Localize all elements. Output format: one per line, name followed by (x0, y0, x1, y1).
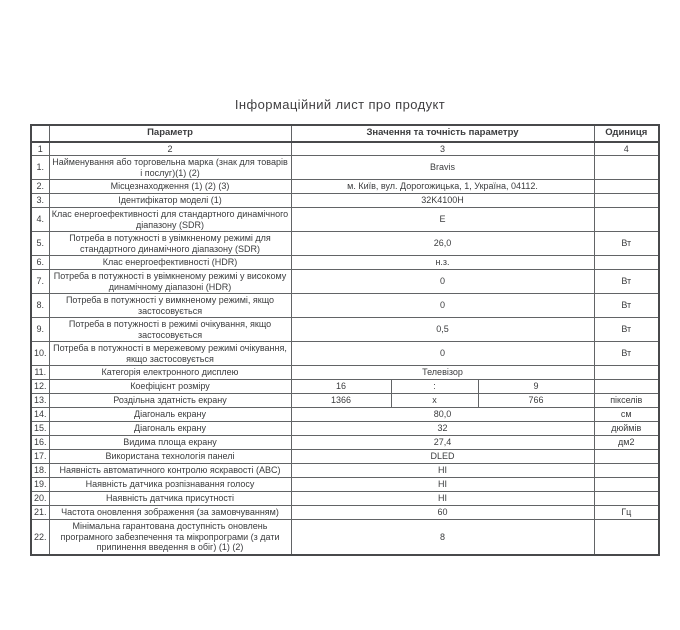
value-cell: 0 (291, 270, 594, 294)
value-column-header: Значення та точність параметру (291, 125, 594, 142)
row-number-cell: 11. (31, 366, 49, 380)
table-row (31, 464, 659, 478)
value-cell: НІ (291, 478, 594, 492)
value-cell: н.з. (291, 256, 594, 270)
unit-cell: пікселів (594, 394, 659, 408)
row-number-cell: 8. (31, 294, 49, 318)
row-number-cell: 17. (31, 450, 49, 464)
column-number-1: 1 (31, 142, 49, 156)
table-header-row (31, 125, 659, 142)
table-row (31, 478, 659, 492)
parameter-cell: Наявність датчика розпізнавання голосу (49, 478, 291, 492)
parameter-cell: Категорія електронного дисплею (49, 366, 291, 380)
row-number-cell: 10. (31, 342, 49, 366)
table-row (31, 506, 659, 520)
parameter-cell: Клас енергоефективності для стандартного динамічного діапазону (SDR) (49, 208, 291, 232)
unit-cell (594, 520, 659, 555)
parameter-cell: Частота оновлення зображення (за замовчуванням) (49, 506, 291, 520)
parameter-cell: Роздільна здатність екрану (49, 394, 291, 408)
parameter-cell: Діагональ екрану (49, 422, 291, 436)
table-row (31, 492, 659, 506)
row-number-cell: 5. (31, 232, 49, 256)
parameter-cell: Ідентифікатор моделі (1) (49, 194, 291, 208)
row-number-cell: 7. (31, 270, 49, 294)
parameter-cell: Потреба в потужності в увімкненому режимі у високому динамічному діапазоні (HDR) (49, 270, 291, 294)
row-number-cell: 1. (31, 156, 49, 180)
parameter-cell: Потреба в потужності у вимкненому режимі, якщо застосовується (49, 294, 291, 318)
table-row (31, 520, 659, 555)
value-cell: 0 (291, 342, 594, 366)
value-cell: E (291, 208, 594, 232)
unit-cell: Вт (594, 294, 659, 318)
table-row (31, 450, 659, 464)
value-cell: 26,0 (291, 232, 594, 256)
parameter-cell: Коефіцієнт розміру (49, 380, 291, 394)
value-part-cell: 9 (478, 380, 594, 394)
value-cell: 27,4 (291, 436, 594, 450)
parameter-cell: Діагональ екрану (49, 408, 291, 422)
unit-column-header: Одиниця (594, 125, 659, 142)
value-part-cell: 1366 (291, 394, 391, 408)
parameter-cell: Потреба в потужності в мережевому режимі очікування, якщо застосовується (49, 342, 291, 366)
value-cell: м. Київ, вул. Дорогожицька, 1, Україна, 04112. (291, 180, 594, 194)
value-cell: НІ (291, 464, 594, 478)
unit-cell (594, 450, 659, 464)
value-part-cell: 766 (478, 394, 594, 408)
row-number-cell: 20. (31, 492, 49, 506)
unit-cell: дм2 (594, 436, 659, 450)
parameter-cell: Потреба в потужності в режимі очікування, якщо застосовується (49, 318, 291, 342)
column-number-2: 2 (49, 142, 291, 156)
value-cell: Bravis (291, 156, 594, 180)
table-row (31, 422, 659, 436)
parameter-cell: Наявність автоматичного контролю яскравості (ABC) (49, 464, 291, 478)
table-row (31, 394, 659, 408)
value-cell: Телевізор (291, 366, 594, 380)
unit-cell (594, 492, 659, 506)
column-number-4: 4 (594, 142, 659, 156)
value-cell: 60 (291, 506, 594, 520)
document-title: Інформаційний лист про продукт (234, 97, 446, 112)
parameter-cell: Клас енергоефективності (HDR) (49, 256, 291, 270)
row-number-cell: 12. (31, 380, 49, 394)
unit-cell: Вт (594, 342, 659, 366)
value-cell: 32 (291, 422, 594, 436)
value-cell: НІ (291, 492, 594, 506)
unit-cell (594, 256, 659, 270)
table-row (31, 318, 659, 342)
table-row (31, 180, 659, 194)
row-number-cell: 21. (31, 506, 49, 520)
unit-cell: Вт (594, 232, 659, 256)
parameter-cell: Місцезнаходження (1) (2) (3) (49, 180, 291, 194)
unit-cell (594, 478, 659, 492)
value-cell: 8 (291, 520, 594, 555)
value-part-cell: : (391, 380, 478, 394)
table-row (31, 366, 659, 380)
table-row (31, 342, 659, 366)
column-number-3: 3 (291, 142, 594, 156)
row-number-cell: 9. (31, 318, 49, 342)
table-row (31, 194, 659, 208)
unit-cell: дюймів (594, 422, 659, 436)
value-cell: DLED (291, 450, 594, 464)
row-number-cell: 18. (31, 464, 49, 478)
table-row (31, 156, 659, 180)
table-row (31, 270, 659, 294)
row-number-cell: 2. (31, 180, 49, 194)
unit-cell: см (594, 408, 659, 422)
unit-cell: Вт (594, 318, 659, 342)
unit-cell (594, 194, 659, 208)
table-row (31, 208, 659, 232)
value-cell: 0 (291, 294, 594, 318)
parameter-cell: Мінімальна гарантована доступність оновлень програмного забезпечення та мікропрограми (з дати припинення введення в обіг) (1) (2) (49, 520, 291, 555)
value-cell: 32K4100H (291, 194, 594, 208)
unit-cell (594, 156, 659, 180)
table-row (31, 408, 659, 422)
unit-cell (594, 380, 659, 394)
row-number-cell: 13. (31, 394, 49, 408)
unit-cell (594, 208, 659, 232)
parameter-column-header: Параметр (49, 125, 291, 142)
parameter-cell: Використана технологія панелі (49, 450, 291, 464)
table-body (31, 156, 659, 555)
value-part-cell: 16 (291, 380, 391, 394)
value-part-cell: х (391, 394, 478, 408)
table-row (31, 256, 659, 270)
row-number-cell: 14. (31, 408, 49, 422)
table-row (31, 294, 659, 318)
parameter-cell: Потреба в потужності в увімкненому режимі для стандартного динамічного діапазону (SDR) (49, 232, 291, 256)
row-number-cell: 15. (31, 422, 49, 436)
column-number-row (31, 142, 659, 156)
value-cell: 80,0 (291, 408, 594, 422)
unit-cell (594, 464, 659, 478)
table-row (31, 380, 659, 394)
product-info-table (30, 124, 660, 556)
row-number-cell: 22. (31, 520, 49, 555)
row-number-cell: 19. (31, 478, 49, 492)
parameter-cell: Наявність датчика присутності (49, 492, 291, 506)
row-number-cell: 6. (31, 256, 49, 270)
unit-cell: Гц (594, 506, 659, 520)
row-number-cell: 3. (31, 194, 49, 208)
table-row (31, 232, 659, 256)
row-number-cell: 16. (31, 436, 49, 450)
table-row (31, 436, 659, 450)
unit-cell: Вт (594, 270, 659, 294)
value-cell: 0,5 (291, 318, 594, 342)
parameter-cell: Найменування або торговельна марка (знак для товарів і послуг)(1) (2) (49, 156, 291, 180)
parameter-cell: Видима площа екрану (49, 436, 291, 450)
unit-cell (594, 180, 659, 194)
unit-cell (594, 366, 659, 380)
row-number-cell: 4. (31, 208, 49, 232)
corner-cell (31, 125, 49, 142)
